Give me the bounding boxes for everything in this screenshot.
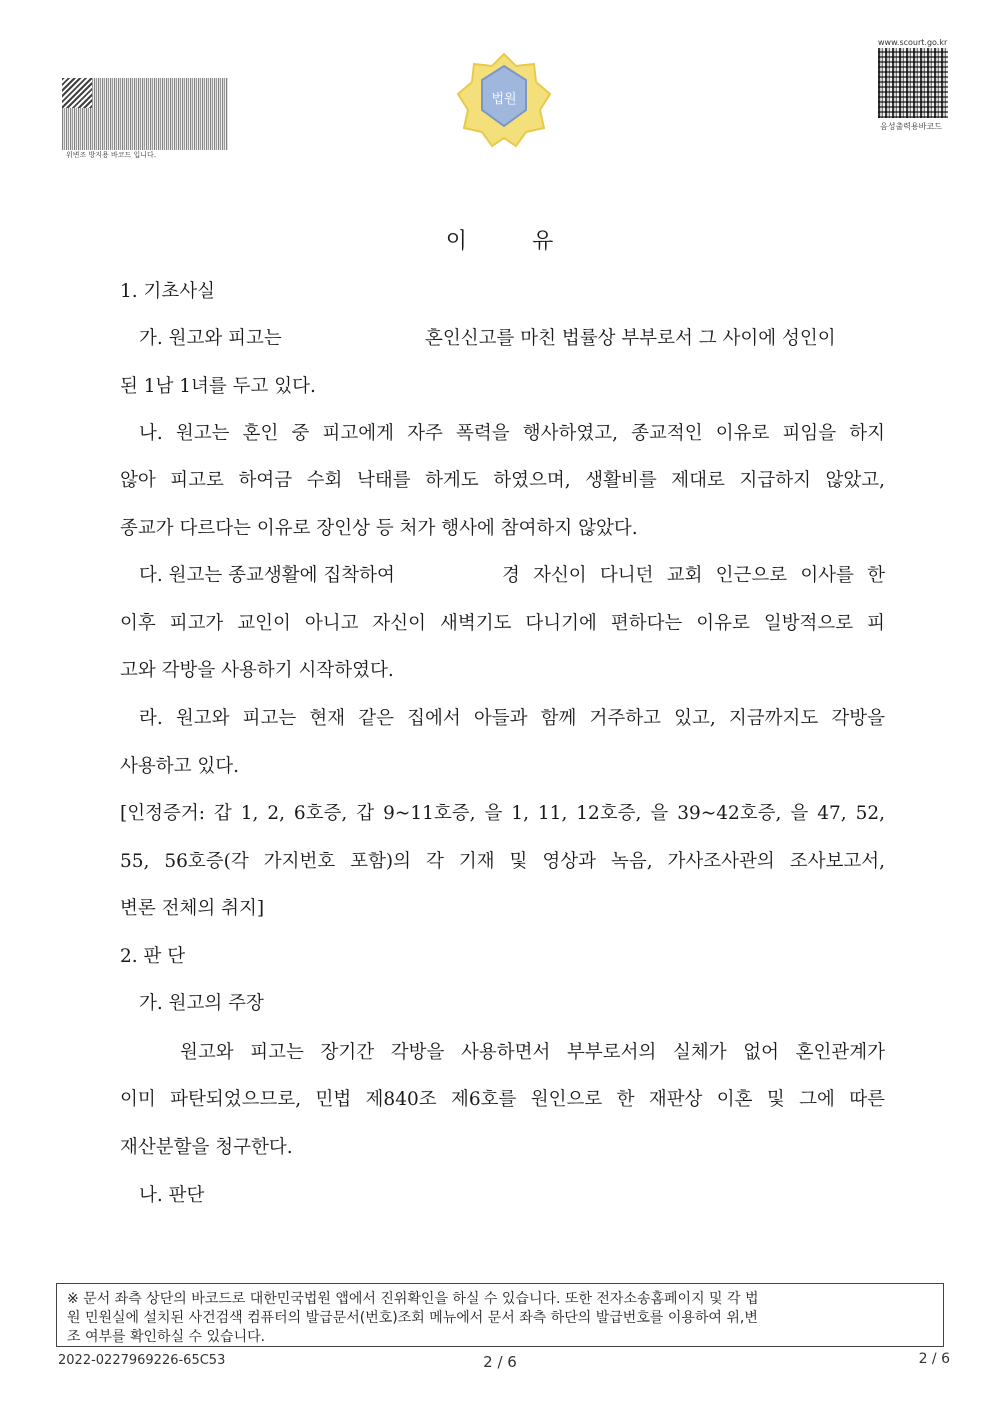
verification-barcode [62, 78, 228, 150]
paragraph-ga-line-1a: 가. 원고와 피고는 [139, 328, 282, 349]
qr-url: www.scourt.go.kr [878, 38, 948, 47]
evidence-line-3: 변론 전체의 취지] [120, 898, 265, 919]
paragraph-ga-line-1b: 혼인신고를 마친 법률상 부부로서 그 사이에 성인이 [425, 328, 836, 349]
notice-line-3: 조 여부를 확인하실 수 있습니다. [67, 1329, 266, 1345]
paragraph-da-line-3: 고와 각방을 사용하기 시작하였다. [120, 660, 394, 681]
page-title [0, 224, 1000, 255]
notice-line-2: 원 민원실에 설치된 사건검색 컴퓨터의 발급문서(번호)조회 메뉴에서 문서 좌측 하단의 발급번호를 이용하여 위,변 [67, 1310, 758, 1326]
voice-output-barcode [878, 48, 948, 118]
issue-number: 2022-0227969226-65C53 [58, 1353, 226, 1368]
paragraph-ra-line-1: 라. 원고와 피고는 현재 같은 집에서 아들과 함께 거주하고 있고, 지금까지도 각방을 [139, 708, 885, 729]
paragraph-na-line-2: 않아 피고로 하여금 수회 낙태를 하게도 하였으며, 생활비를 제대로 지급하지 않았고, [120, 470, 885, 491]
claim-line-3: 재산분할을 청구한다. [120, 1137, 293, 1158]
paragraph-da-line-2: 이후 피고가 교인이 아니고 자신이 새벽기도 다니기에 편하다는 이유로 일방적으로 피 [120, 613, 885, 634]
paragraph-na-line-3: 종교가 다르다는 이유로 장인상 등 처가 행사에 참여하지 않았다. [120, 518, 638, 539]
judgment-heading: 나. 판단 [139, 1185, 205, 1206]
claim-line-2: 이미 파탄되었으므로, 민법 제840조 제6호를 원인으로 한 재판상 이혼 및 그에 따른 [120, 1089, 885, 1110]
section-1-heading: 1. 기초사실 [120, 281, 216, 302]
paragraph-da-line-1a: 다. 원고는 종교생활에 집착하여 [139, 565, 395, 586]
evidence-line-2: 55, 56호증(각 가지번호 포함)의 각 기재 및 영상과 녹음, 가사조사관의 조사보고서, [120, 851, 885, 872]
title-char-2: 유 [532, 229, 555, 254]
verification-notice [56, 1283, 944, 1347]
paragraph-ra-line-2: 사용하고 있다. [120, 756, 239, 777]
evidence-line-1: [인정증거: 갑 1, 2, 6호증, 갑 9~11호증, 을 1, 11, 12호증, 을 39~42호증, 을 47, 52, [120, 803, 885, 824]
court-seal-icon [456, 52, 552, 148]
paragraph-ga-line-2: 된 1남 1녀를 두고 있다. [120, 376, 316, 397]
claim-line-1: 원고와 피고는 장기간 각방을 사용하면서 부부로서의 실체가 없어 혼인관계가 [180, 1042, 885, 1063]
page-number: 2 / 6 [483, 1353, 517, 1371]
qr-caption: 음성출력용바코드 [880, 122, 942, 131]
section-2-heading: 2. 판 단 [120, 946, 186, 967]
notice-line-1: ※ 문서 좌측 상단의 바코드로 대한민국법원 앱에서 진위확인을 하실 수 있습니다. 또한 전자소송홈페이지 및 각 법 [67, 1291, 759, 1307]
barcode-caption: 위변조 방지용 바코드 입니다. [66, 151, 157, 159]
seal-text: 법원 [491, 92, 517, 107]
page-number-right: 2 / 6 [918, 1351, 950, 1367]
claim-heading: 가. 원고의 주장 [139, 993, 264, 1014]
paragraph-da-line-1b: 경 자신이 다니던 교회 인근으로 이사를 한 [502, 565, 885, 586]
paragraph-na-line-1: 나. 원고는 혼인 중 피고에게 자주 폭력을 행사하였고, 종교적인 이유로 피임을 하지 [139, 423, 885, 444]
title-char-1: 이 [445, 229, 468, 254]
